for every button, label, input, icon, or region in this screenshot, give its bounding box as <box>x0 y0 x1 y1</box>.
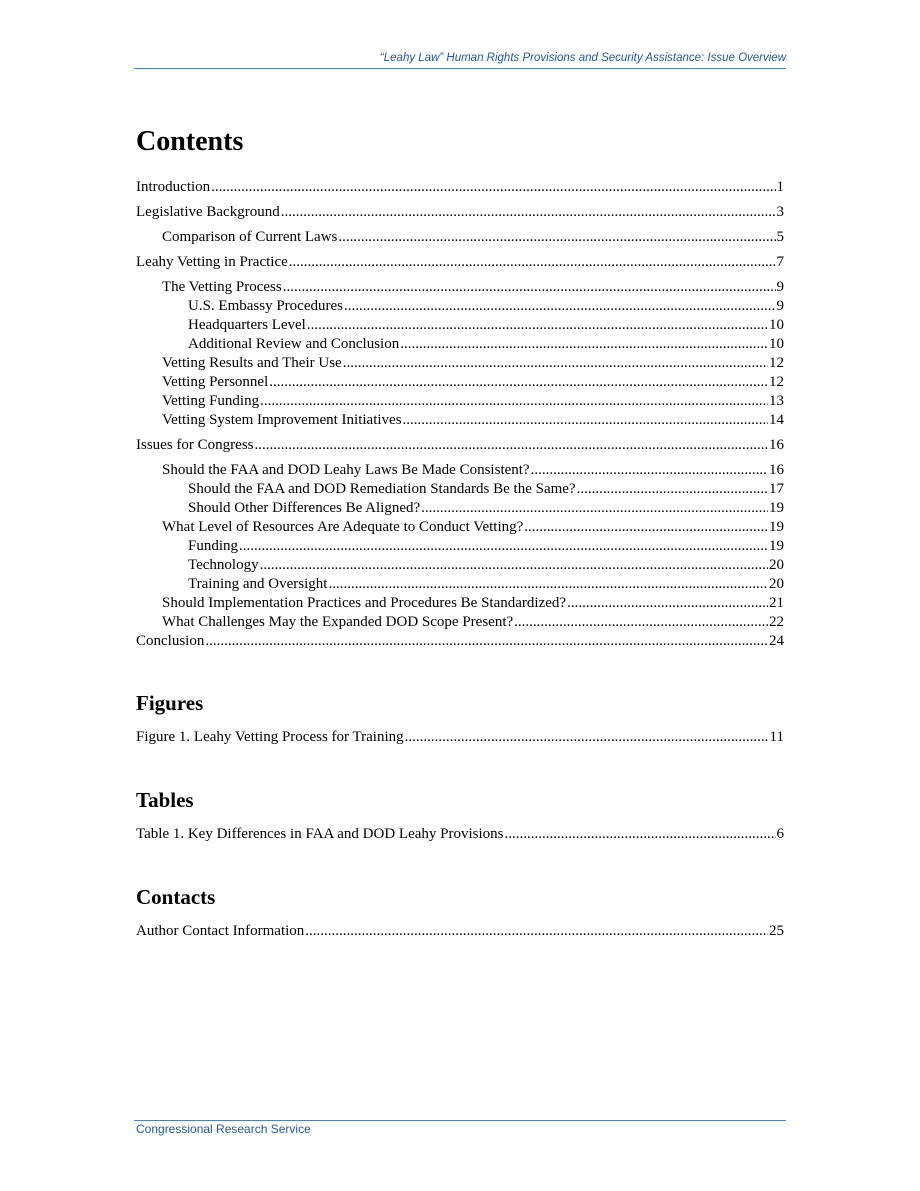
dot-leader <box>260 392 768 411</box>
toc-entry-label: Should Other Differences Be Aligned? <box>188 500 421 516</box>
toc-entry-remediation-standards[interactable] <box>136 480 784 499</box>
toc-entry-page: 20 <box>769 557 784 573</box>
toc-entry-label: What Level of Resources Are Adequate to Conduct Vetting? <box>162 519 524 535</box>
dot-leader <box>524 518 768 537</box>
toc-entry-page: 9 <box>776 279 784 295</box>
toc-entry-page: 17 <box>769 481 784 497</box>
figure-entry-label: Figure 1. Leahy Vetting Process for Training <box>136 729 404 745</box>
toc-entry-page: 9 <box>776 298 784 314</box>
toc-entry-label: Issues for Congress <box>136 437 254 453</box>
dot-leader <box>514 613 768 632</box>
toc-entry-funding[interactable] <box>136 537 784 556</box>
toc-entry-page: 21 <box>769 595 784 611</box>
dot-leader <box>343 354 768 373</box>
toc-entry-issues-for-congress[interactable] <box>136 436 784 455</box>
contacts-title: Contacts <box>136 885 216 909</box>
toc-entry-introduction[interactable] <box>136 178 784 197</box>
toc-entry-page: 12 <box>769 355 784 371</box>
toc-entry-vetting-results[interactable] <box>136 354 784 373</box>
contents-list <box>136 178 784 651</box>
toc-entry-page: 16 <box>769 437 784 453</box>
dot-leader <box>577 480 768 499</box>
toc-entry-label: Headquarters Level <box>188 317 306 333</box>
toc-entry-page: 5 <box>776 229 784 245</box>
toc-entry-page: 19 <box>769 519 784 535</box>
toc-entry-page: 24 <box>769 633 784 649</box>
dot-leader <box>281 203 776 222</box>
dot-leader <box>328 575 768 594</box>
dot-leader <box>205 632 768 651</box>
dot-leader <box>421 499 768 518</box>
toc-entry-level-of-resources[interactable] <box>136 518 784 537</box>
toc-entry-page: 12 <box>769 374 784 390</box>
tables-section <box>136 787 784 844</box>
toc-entry-headquarters-level[interactable] <box>136 316 784 335</box>
dot-leader <box>289 253 776 272</box>
toc-entry-label: Technology <box>188 557 259 573</box>
toc-entry-expanded-dod-scope[interactable] <box>136 613 784 632</box>
table-entry-label: Table 1. Key Differences in FAA and DOD Leahy Provisions <box>136 826 504 842</box>
toc-entry-conclusion[interactable] <box>136 632 784 651</box>
dot-leader <box>567 594 768 613</box>
toc-entry-page: 19 <box>769 538 784 554</box>
toc-entry-label: Comparison of Current Laws <box>162 229 338 245</box>
figure-entry[interactable] <box>136 728 784 747</box>
dot-leader <box>307 316 768 335</box>
toc-entry-label: U.S. Embassy Procedures <box>188 298 343 314</box>
toc-entry-label: Additional Review and Conclusion <box>188 336 400 352</box>
toc-entry-laws-consistent[interactable] <box>136 461 784 480</box>
toc-entry-label: Should the FAA and DOD Leahy Laws Be Made Consistent? <box>162 462 530 478</box>
figure-entry-page: 11 <box>769 729 784 745</box>
toc-entry-implementation-practices[interactable] <box>136 594 784 613</box>
running-footer: Congressional Research Service <box>136 1122 311 1136</box>
toc-entry-label: Should Implementation Practices and Procedures Be Standardized? <box>162 595 567 611</box>
toc-entry-page: 3 <box>776 204 784 220</box>
contents-title: Contents <box>136 126 244 157</box>
dot-leader <box>403 411 768 430</box>
contacts-section <box>136 884 784 941</box>
contact-entry[interactable] <box>136 922 784 941</box>
toc-entry-label: Vetting System Improvement Initiatives <box>162 412 402 428</box>
toc-entry-label: Funding <box>188 538 239 554</box>
contact-entry-page: 25 <box>769 923 784 939</box>
toc-entry-page: 22 <box>769 614 784 630</box>
toc-entry-comparison-of-current-laws[interactable] <box>136 228 784 247</box>
toc-entry-page: 10 <box>769 336 784 352</box>
running-header: “Leahy Law” Human Rights Provisions and Security Assistance: Issue Overview <box>379 52 786 64</box>
figures-title: Figures <box>136 691 204 715</box>
header-rule <box>134 68 786 69</box>
toc-entry-page: 16 <box>769 462 784 478</box>
toc-entry-label: Conclusion <box>136 633 205 649</box>
toc-entry-label: Leahy Vetting in Practice <box>136 254 288 270</box>
toc-entry-technology[interactable] <box>136 556 784 575</box>
dot-leader <box>405 728 769 747</box>
toc-entry-page: 7 <box>776 254 784 270</box>
toc-entry-vetting-funding[interactable] <box>136 392 784 411</box>
dot-leader <box>338 228 775 247</box>
dot-leader <box>400 335 768 354</box>
table-of-contents <box>136 124 784 941</box>
toc-entry-label: Vetting Personnel <box>162 374 269 390</box>
toc-entry-page: 19 <box>769 500 784 516</box>
toc-entry-legislative-background[interactable] <box>136 203 784 222</box>
toc-entry-label: Legislative Background <box>136 204 280 220</box>
dot-leader <box>531 461 768 480</box>
toc-entry-the-vetting-process[interactable] <box>136 278 784 297</box>
toc-entry-label: The Vetting Process <box>162 279 282 295</box>
toc-entry-page: 14 <box>769 412 784 428</box>
figures-section <box>136 690 784 747</box>
dot-leader <box>255 436 769 455</box>
toc-entry-label: Vetting Results and Their Use <box>162 355 342 371</box>
dot-leader <box>344 297 776 316</box>
dot-leader <box>283 278 776 297</box>
toc-entry-page: 10 <box>769 317 784 333</box>
toc-entry-label: Introduction <box>136 179 211 195</box>
toc-entry-vetting-personnel[interactable] <box>136 373 784 392</box>
dot-leader <box>305 922 768 941</box>
contact-entry-label: Author Contact Information <box>136 923 305 939</box>
toc-entry-training-and-oversight[interactable] <box>136 575 784 594</box>
footer-rule <box>134 1120 786 1121</box>
dot-leader <box>505 825 776 844</box>
table-entry-page: 6 <box>776 826 784 842</box>
toc-entry-page: 13 <box>769 393 784 409</box>
tables-title: Tables <box>136 788 194 812</box>
toc-entry-label: Should the FAA and DOD Remediation Standards Be the Same? <box>188 481 576 497</box>
dot-leader <box>211 178 775 197</box>
toc-entry-label: Training and Oversight <box>188 576 328 592</box>
toc-entry-us-embassy-procedures[interactable] <box>136 297 784 316</box>
toc-entry-page: 1 <box>776 179 784 195</box>
dot-leader <box>269 373 768 392</box>
toc-entry-vetting-system-improvement[interactable] <box>136 411 784 430</box>
toc-entry-label: What Challenges May the Expanded DOD Scope Present? <box>162 614 514 630</box>
toc-entry-other-differences[interactable] <box>136 499 784 518</box>
dot-leader <box>239 537 768 556</box>
toc-entry-page: 20 <box>769 576 784 592</box>
toc-entry-additional-review[interactable] <box>136 335 784 354</box>
toc-entry-leahy-vetting-in-practice[interactable] <box>136 253 784 272</box>
table-entry[interactable] <box>136 825 784 844</box>
toc-entry-label: Vetting Funding <box>162 393 260 409</box>
dot-leader <box>260 556 768 575</box>
